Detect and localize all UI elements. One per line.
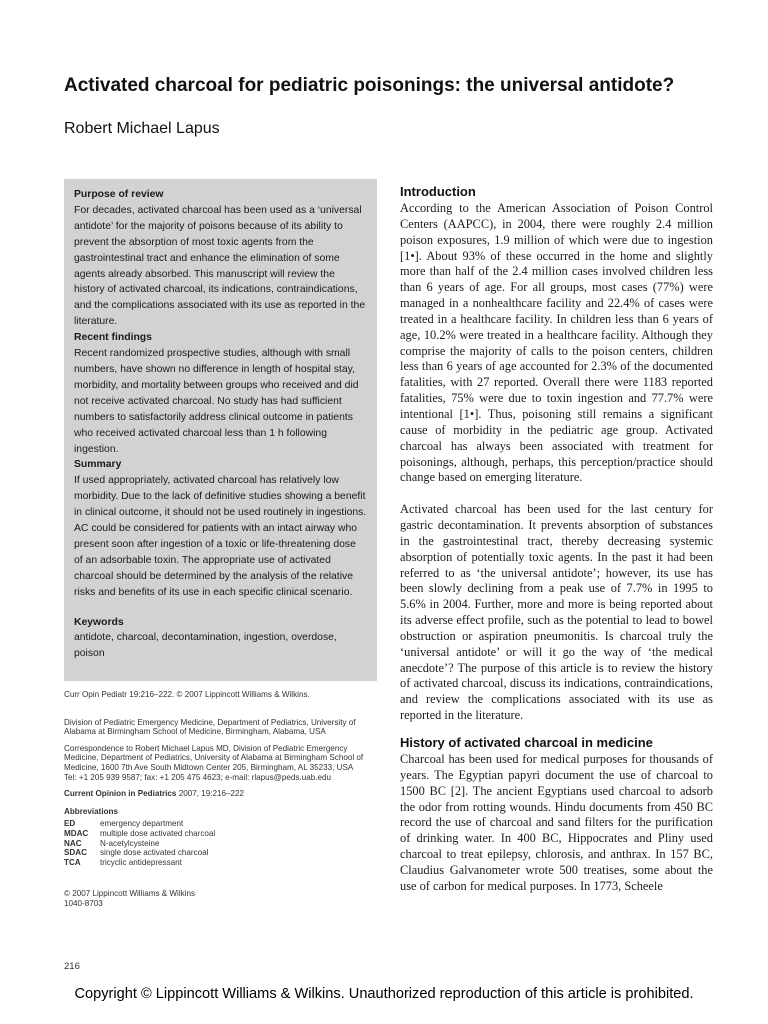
abbreviation-definition: tricyclic antidepressant bbox=[100, 857, 182, 867]
copyright-line: © 2007 Lippincott Williams & Wilkins bbox=[64, 889, 196, 899]
abbreviation-term: TCA bbox=[64, 857, 81, 867]
journal-line bbox=[64, 789, 380, 799]
abbreviations-heading: Abbreviations bbox=[64, 806, 118, 816]
issn: 1040-8703 bbox=[64, 898, 103, 908]
summary-heading: Summary bbox=[74, 459, 122, 471]
abbreviation-definition: multiple dose activated charcoal bbox=[100, 828, 216, 838]
intro-paragraph-1: According to the American Association of Poison Control Centers (AAPCC), in 2004, there were roughly 2.4 million poison exposures, 1.9 million of which were due to ingestion [1•]. About 93% of these occurred in the home and slightly more than half of the 2.4 million cases involved children less than 6 years of age. For all groups, most cases (77%) were managed in a nonhealthcare facility and 22.4% of cases were treated in a healthcare facility. In children less than 6 years of age, 10.2% were treated in a healthcare facility. Although they comprise the majority of calls to the poison centers, children less than 6 years of age accounted for 2.3% of the documented fatalities, with 27 reported. Overall there were 1183 reported fatalities, 75% were due to toxin ingestion and 77.7% were intentional [1•]. Thus, poisoning still remains a significant cause of morbidity in the pediatric age group. Activated charcoal has always been associated with treatment for poisonings, although, perhaps, this perception/practice should change based on emerging literature. bbox=[400, 201, 713, 485]
abbreviation-definition: N-acetylcysteine bbox=[100, 838, 160, 848]
intro-paragraph-2: Activated charcoal has been used for the last century for gastric decontamination. It prevents absorption of substances in the gastrointestinal tract, thereby decreasing systemic absorption of potentially toxic agents. In the past it had been referred to as ‘the universal antidote’; however, its use has been slowly declining from a peak use of 7.7% in 1995 to 5.6% in 2004. Further, more and more is being reported about its adverse effect profile, such as the potential to lead to bowel obstruction or aspiration pneumonitis. Is charcoal truly the ‘universal antidote’ or will it go the way of ‘the medical anecdote’? The purpose of this article is to review the history of activated charcoal, discuss its indications, contraindications, and review the complications associated with its use as reported in the literature. bbox=[400, 502, 713, 723]
affiliation: Division of Pediatric Emergency Medicine, Department of Pediatrics, University of Alabama at Birmingham School of Medicine, Birmingham, Alabama, USA bbox=[64, 717, 356, 737]
article-metadata bbox=[64, 690, 380, 909]
history-paragraph-1: Charcoal has been used for medical purposes for thousands of years. The Egyptian papyri document the use of charcoal to 1500 BC [2]. The ancient Egyptians used charcoal to adsorb the odor from rotting wounds. Hindu documents from 450 BC record the use of charcoal and sand filters for the purification of drinking water. In 400 BC, Hippocrates and Pliny used charcoal to treat epilepsy, chlorosis, and anthrax. In 157 BC, Claudius Galvanometer wrote 500 treatises, some about the use of carbon for medical purposes. In 1773, Scheele bbox=[400, 752, 713, 893]
abstract-box bbox=[64, 179, 377, 681]
abbreviation-term: MDAC bbox=[64, 828, 89, 838]
abbreviations-list bbox=[64, 819, 380, 867]
summary-text: If used appropriately, activated charcoal has relatively low morbidity. Due to the lack of definitive studies showing a benefit in clinical outcome, it should not be used routinely in ingestions. AC could be considered for patients with an intact airway who present soon after ingestion of a toxic or life-threatening dose of an adsorbable toxin. The appropriate use of activated charcoal should be determined by the analysis of the relative risks and benefits of its use in each specific clinical scenario. bbox=[74, 475, 367, 598]
page-number: 216 bbox=[64, 961, 80, 972]
citation: Curr Opin Pediatr 19:216–222. © 2007 Lippincott Williams & Wilkins. bbox=[64, 690, 310, 699]
abbreviation-definition: single dose activated charcoal bbox=[100, 848, 209, 858]
correspondence: Correspondence to Robert Michael Lapus MD, Division of Pediatric Emergency Medicine, Department of Pediatrics, University of Alabama at Birmingham School of Medicine, 1600 7th Ave South Midtown Center 205, Birmingham, AL 35233, USA bbox=[64, 743, 364, 772]
findings-text: Recent randomized prospective studies, although with small numbers, have shown no difference in length of hospital stay, morbidity, and mortality between groups who received and did not receive activated charcoal. No study has had sufficient numbers to satisfactorily address clinical outcome in patients who received activated charcoal less than 1 h following ingestion. bbox=[74, 348, 359, 455]
journal-name: Current Opinion in Pediatrics bbox=[64, 789, 177, 799]
body-column bbox=[400, 183, 713, 895]
history-heading: History of activated charcoal in medicine bbox=[400, 735, 653, 750]
abbreviation-definition: emergency department bbox=[100, 819, 184, 829]
purpose-heading: Purpose of review bbox=[74, 189, 164, 200]
contact-line: Tel: +1 205 939 9587; fax: +1 205 475 4623; e-mail: rlapus@peds.uab.edu bbox=[64, 772, 331, 782]
article-title: Activated charcoal for pediatric poisonings: the universal antidote? bbox=[64, 75, 675, 96]
keywords-text: antidote, charcoal, decontamination, ingestion, overdose, poison bbox=[74, 632, 337, 660]
keywords-heading: Keywords bbox=[74, 616, 124, 628]
intro-heading: Introduction bbox=[400, 184, 476, 199]
abbreviation-term: ED bbox=[64, 819, 76, 829]
findings-heading: Recent findings bbox=[74, 332, 152, 344]
purpose-text: For decades, activated charcoal has been used as a ‘universal antidote’ for the majority of poisons because of its ability to prevent the absorption of most toxic agents from the gastrointestinal tract and enhance the elimination of some agents already absorbed. This manuscript will review the history of activated charcoal, its indications, contraindications, and the complications associated with its use as reported in the literature. bbox=[74, 204, 366, 328]
journal-issue: 2007, 19:216–222 bbox=[178, 789, 244, 799]
copyright-notice: Copyright © Lippincott Williams & Wilkins. Unauthorized reproduction of this article is prohibited. bbox=[74, 986, 694, 1002]
abbreviation-term: NAC bbox=[64, 838, 82, 848]
abbreviation-term: SDAC bbox=[64, 848, 87, 858]
article-author: Robert Michael Lapus bbox=[64, 120, 220, 137]
